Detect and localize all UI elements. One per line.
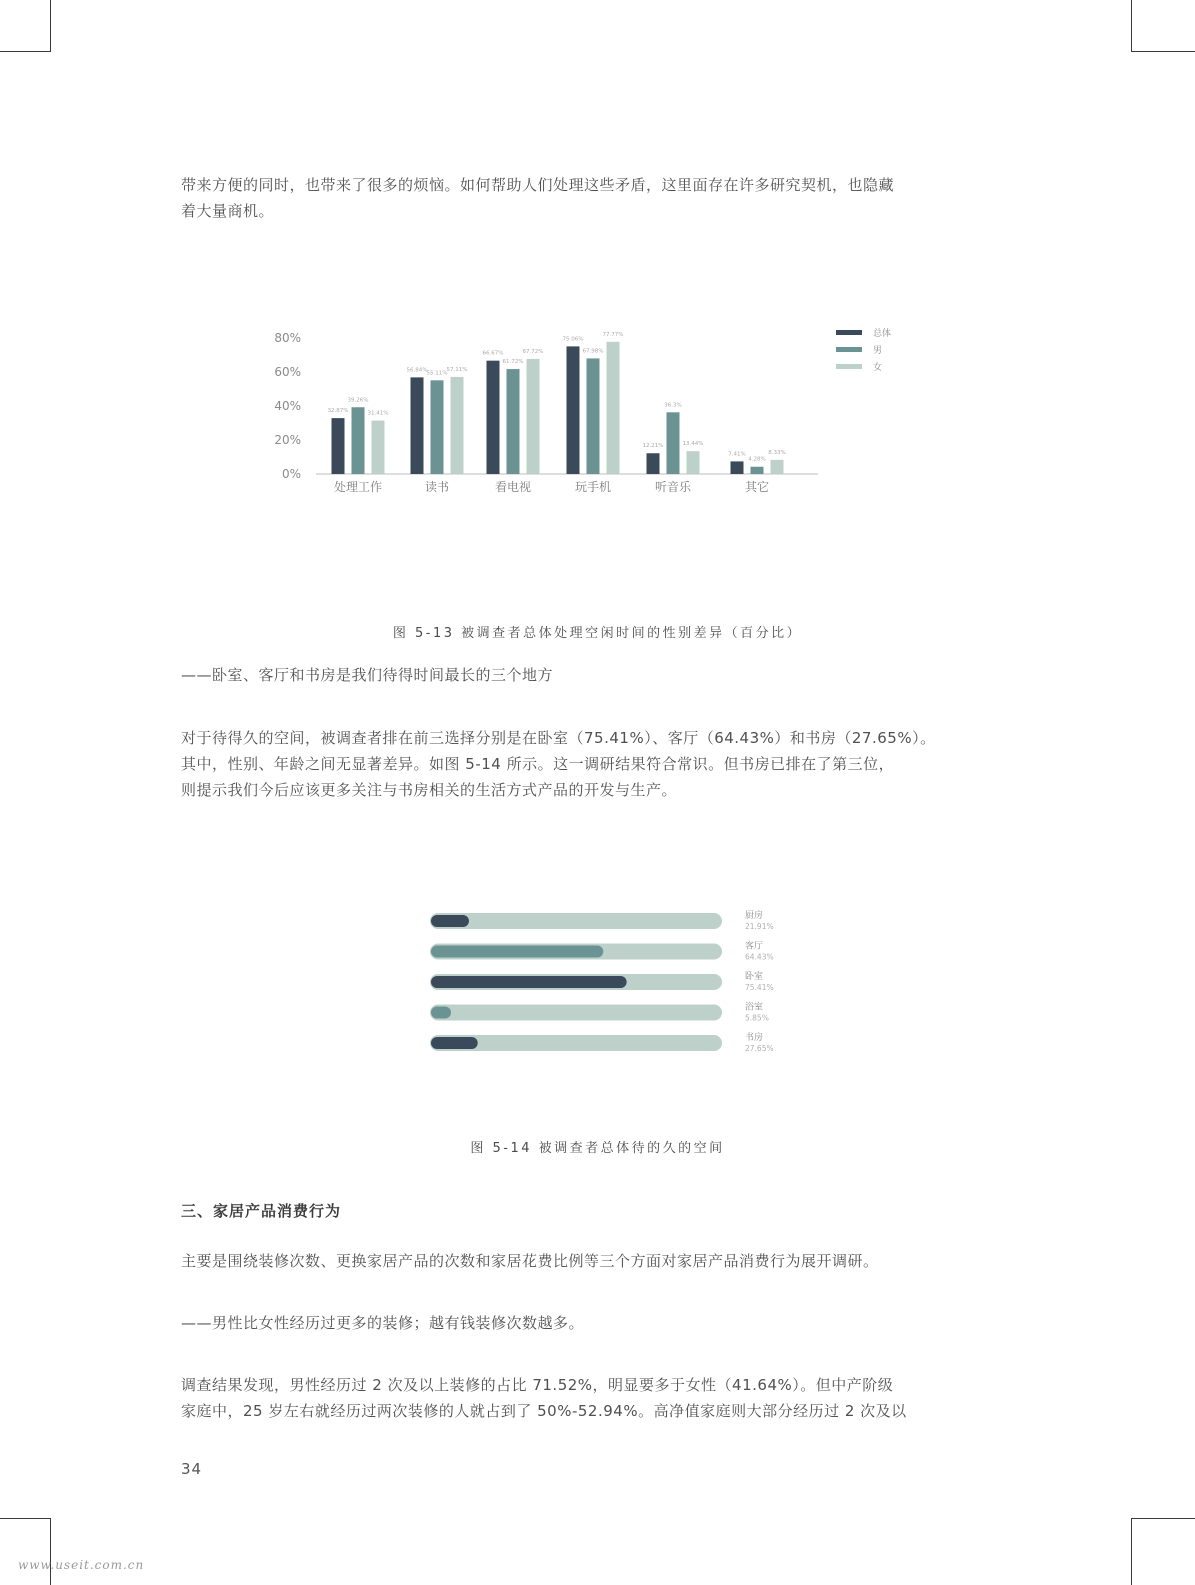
crop-mark-bl-h bbox=[0, 1518, 51, 1519]
bar-name-label: 书房 bbox=[745, 1033, 764, 1043]
x-tick-label: 玩手机 bbox=[574, 480, 612, 494]
bar-男-读书 bbox=[431, 380, 444, 474]
crop-mark-br-v bbox=[1131, 1518, 1132, 1585]
section-b-intro bbox=[181, 1248, 1001, 1274]
y-tick-label: 80% bbox=[274, 331, 301, 345]
fill-客厅 bbox=[431, 946, 603, 958]
crop-mark-tl-v bbox=[50, 0, 51, 52]
section-b-subtitle-block bbox=[181, 1310, 1001, 1336]
bar-value-label: 55.11% bbox=[426, 370, 448, 377]
crop-mark-bl-v bbox=[50, 1518, 51, 1585]
crop-mark-tr-v bbox=[1131, 0, 1132, 52]
fill-卧室 bbox=[431, 976, 627, 988]
section-a-subtitle-block bbox=[181, 662, 1001, 688]
bar-男-其它 bbox=[751, 467, 764, 474]
bar-男-处理工作 bbox=[352, 407, 365, 474]
bar-value-label: 57.11% bbox=[446, 366, 468, 373]
legend-swatch-男 bbox=[836, 347, 862, 352]
crop-mark-br-h bbox=[1131, 1518, 1195, 1519]
bar-value-label: 56.84% bbox=[406, 367, 428, 374]
bar-value-label: 12.21% bbox=[642, 443, 664, 450]
bar-value-label: 21.91% bbox=[745, 922, 774, 931]
bar-男-听音乐 bbox=[667, 412, 680, 474]
figure-5-14-chart bbox=[0, 905, 1195, 1065]
bar-男-看电视 bbox=[507, 369, 520, 474]
section-a-subtitle: ——卧室、客厅和书房是我们待得时间最长的三个地方 bbox=[181, 666, 554, 684]
section-b-heading: 三、家居产品消费行为 bbox=[181, 1202, 342, 1220]
page-number: 34 bbox=[181, 1460, 203, 1478]
bar-value-label: 13.44% bbox=[682, 441, 704, 448]
x-tick-label: 听音乐 bbox=[654, 480, 692, 494]
bar-value-label: 4.28% bbox=[748, 456, 766, 463]
intro-paragraph bbox=[181, 172, 1001, 224]
bar-value-label: 39.26% bbox=[347, 397, 369, 404]
bar-value-label: 36.3% bbox=[664, 402, 682, 409]
bar-value-label: 27.65% bbox=[745, 1044, 774, 1053]
watermark: www.useit.com.cn bbox=[18, 1558, 145, 1572]
x-tick-label: 其它 bbox=[744, 480, 770, 494]
section-a-line-3: 则提示我们今后应该更多关注与书房相关的生活方式产品的开发与生产。 bbox=[181, 781, 678, 799]
bar-女-其它 bbox=[771, 460, 784, 474]
bar-value-label: 5.85% bbox=[745, 1013, 769, 1023]
x-tick-label: 读书 bbox=[424, 480, 450, 494]
y-tick-label: 20% bbox=[274, 433, 301, 447]
bar-总体-其它 bbox=[731, 461, 744, 474]
x-tick-label: 处理工作 bbox=[333, 480, 383, 494]
bar-value-label: 77.77% bbox=[602, 331, 624, 338]
section-b-line-1: 主要是围绕装修次数、更换家居产品的次数和家居花费比例等三个方面对家居产品消费行为展开调研。 bbox=[181, 1252, 879, 1270]
legend-label-总体: 总体 bbox=[873, 329, 892, 339]
bar-value-label: 8.33% bbox=[768, 449, 786, 456]
fill-浴室 bbox=[431, 1007, 451, 1019]
bar-总体-玩手机 bbox=[567, 346, 580, 474]
bar-value-label: 67.72% bbox=[522, 348, 544, 355]
fill-书房 bbox=[431, 1037, 478, 1049]
bar-女-处理工作 bbox=[372, 421, 385, 474]
figure-5-14-caption: 图 5-14 被调查者总体待的久的空间 bbox=[470, 1141, 725, 1156]
bar-value-label: 67.98% bbox=[582, 348, 604, 355]
bar-女-玩手机 bbox=[607, 342, 620, 474]
bar-value-label: 64.43% bbox=[745, 952, 774, 962]
figure-5-13-caption: 图 5-13 被调查者总体处理空闲时间的性别差异（百分比） bbox=[392, 626, 803, 641]
legend-label-男: 男 bbox=[873, 346, 883, 356]
fill-厨房 bbox=[431, 915, 469, 927]
intro-line-1: 带来方便的同时，也带来了很多的烦恼。如何帮助人们处理这些矛盾，这里面存在许多研究契机，也隐藏 bbox=[181, 176, 895, 194]
y-tick-label: 0% bbox=[281, 467, 301, 481]
legend-swatch-总体 bbox=[836, 330, 862, 335]
y-tick-label: 40% bbox=[274, 399, 301, 413]
section-b-subtitle: ——男性比女性经历过更多的装修；越有钱装修次数越多。 bbox=[181, 1314, 585, 1332]
x-tick-label: 看电视 bbox=[494, 480, 532, 494]
bar-value-label: 32.87% bbox=[327, 408, 349, 415]
section-a-paragraph bbox=[181, 725, 1001, 803]
section-b-paragraph bbox=[181, 1372, 1001, 1424]
bar-女-读书 bbox=[451, 377, 464, 474]
bar-男-玩手机 bbox=[587, 358, 600, 474]
track-浴室 bbox=[430, 1005, 722, 1021]
bar-value-label: 66.67% bbox=[482, 350, 504, 357]
bar-name-label: 客厅 bbox=[745, 941, 764, 952]
section-b-line-3: 家庭中，25 岁左右就经历过两次装修的人就占到了 50%-52.94%。高净值家庭则大部分经历过 2 次及以 bbox=[181, 1402, 907, 1420]
bar-value-label: 31.41% bbox=[367, 410, 389, 417]
crop-mark-tr-h bbox=[1131, 51, 1195, 52]
bar-value-label: 61.72% bbox=[502, 359, 524, 366]
bar-总体-看电视 bbox=[487, 361, 500, 474]
legend-label-女: 女 bbox=[873, 363, 883, 373]
bar-总体-读书 bbox=[411, 377, 424, 474]
bar-value-label: 75.06% bbox=[562, 336, 584, 343]
legend-swatch-女 bbox=[836, 364, 862, 369]
figure-5-13-chart bbox=[0, 322, 1195, 522]
track-厨房 bbox=[430, 913, 722, 929]
y-tick-label: 60% bbox=[274, 365, 301, 379]
bar-女-听音乐 bbox=[687, 451, 700, 474]
bar-name-label: 卧室 bbox=[745, 972, 764, 982]
bar-女-看电视 bbox=[527, 359, 540, 474]
bar-value-label: 7.41% bbox=[728, 451, 746, 458]
section-a-line-1: 对于待得久的空间，被调查者排在前三选择分别是在卧室（75.41%）、客厅（64.43%）和书房（27.65%）。 bbox=[181, 729, 936, 747]
intro-line-2: 着大量商机。 bbox=[181, 202, 275, 220]
section-a-line-2: 其中，性别、年龄之间无显著差异。如图 5-14 所示。这一调研结果符合常识。但书房已排在了第三位， bbox=[181, 755, 895, 773]
bar-总体-处理工作 bbox=[332, 418, 345, 474]
section-b-line-2: 调查结果发现，男性经历过 2 次及以上装修的占比 71.52%，明显要多于女性（41.64%）。但中产阶级 bbox=[181, 1376, 894, 1394]
bar-name-label: 浴室 bbox=[745, 1002, 764, 1013]
bar-总体-听音乐 bbox=[647, 453, 660, 474]
bar-value-label: 75.41% bbox=[745, 983, 774, 992]
crop-mark-tl-h bbox=[0, 51, 51, 52]
bar-name-label: 厨房 bbox=[745, 911, 764, 921]
